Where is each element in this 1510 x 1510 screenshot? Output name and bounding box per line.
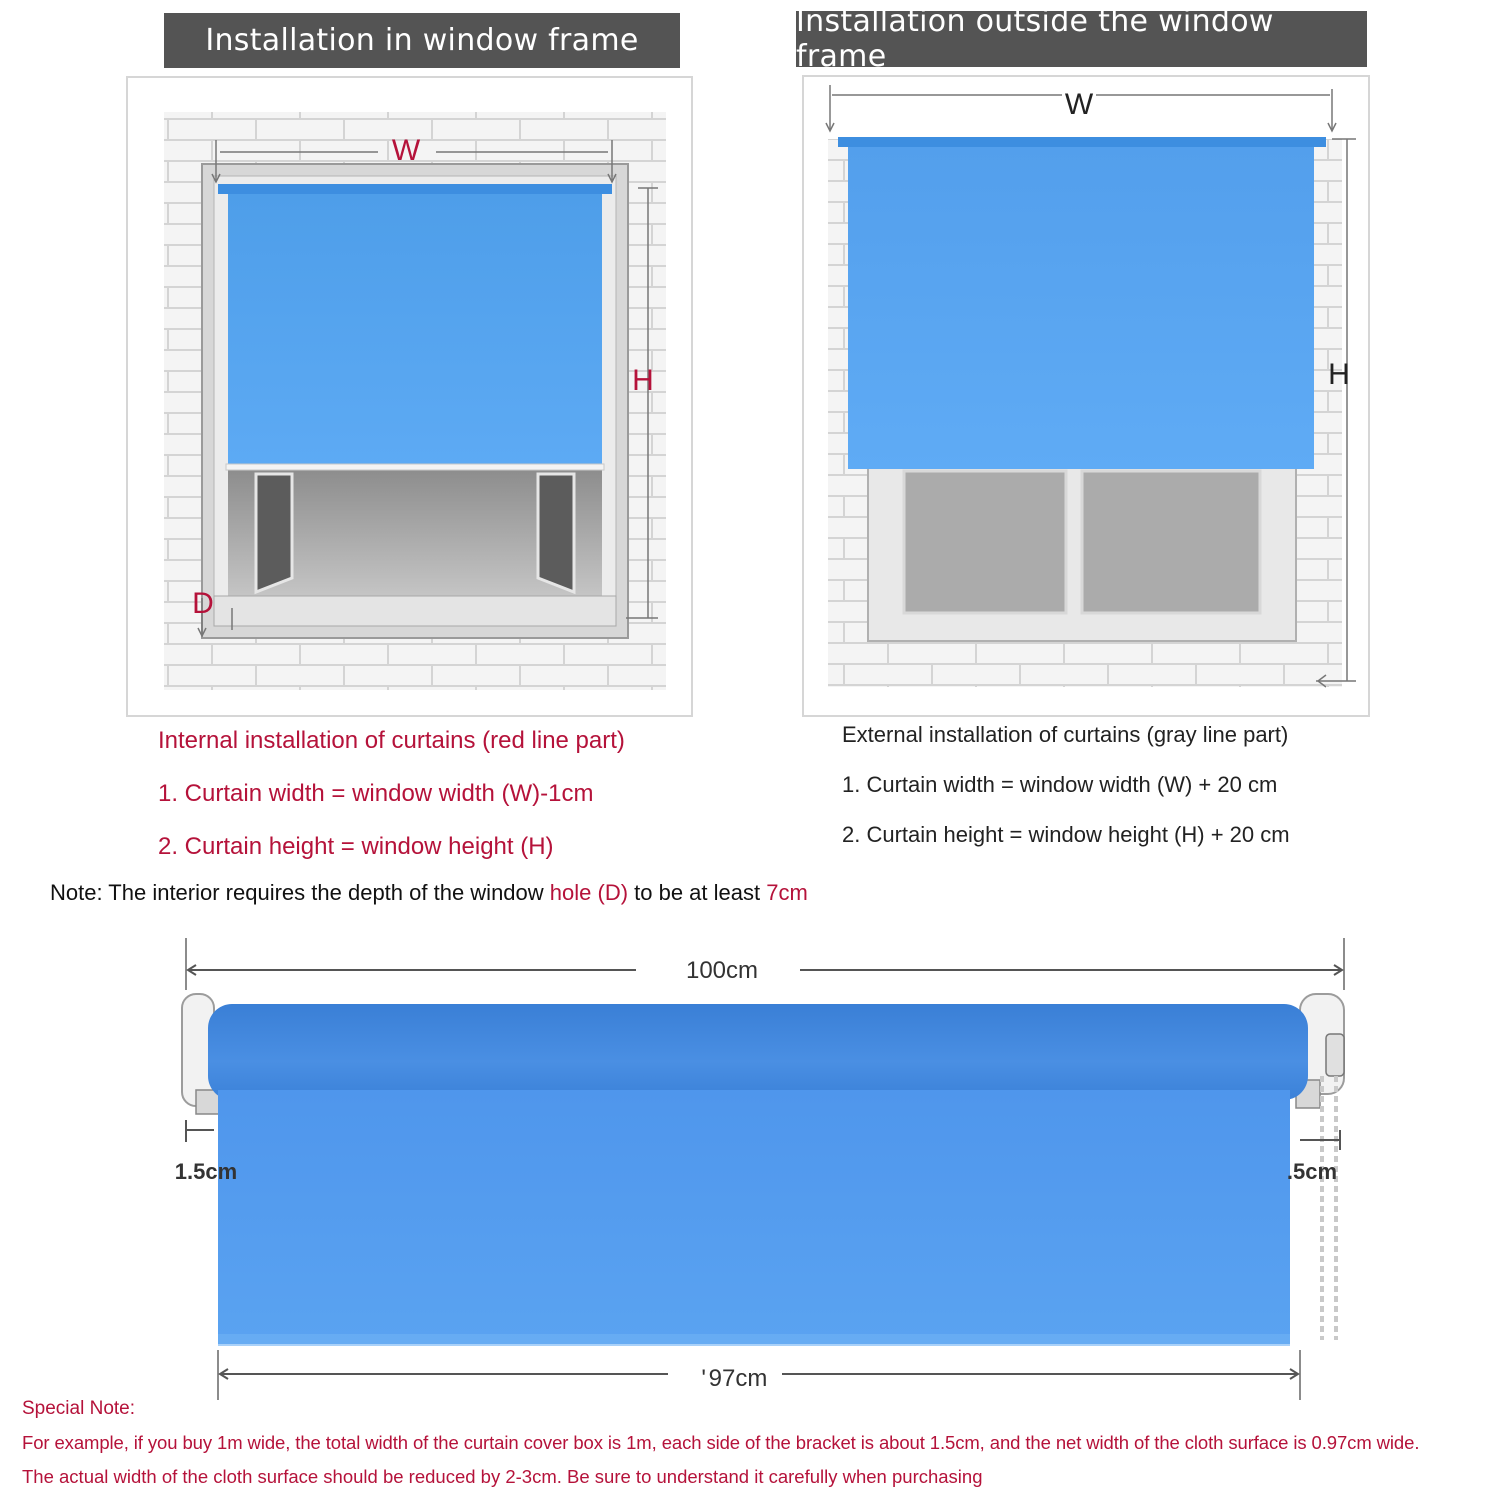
right-illustration-panel (802, 75, 1370, 717)
special-note-line2: The actual width of the cloth surface should be reduced by 2-3cm. Be sure to understand it carefully when purchasing (22, 1466, 983, 1487)
special-note-line1: For example, if you buy 1m wide, the total width of the curtain cover box is 1m, each side of the bracket is about 1.5cm, and the net width of the cloth surface is 0.97cm wide. (22, 1432, 1420, 1453)
left-pane (904, 471, 1066, 613)
depth-label: D (192, 587, 214, 620)
head-rail (838, 137, 1326, 147)
cloth-surface (218, 1090, 1290, 1344)
roller-tube (208, 1004, 1308, 1100)
outside-frame-illustration (804, 77, 1368, 715)
blind-fabric (848, 147, 1314, 469)
left-illustration-panel (126, 76, 693, 717)
left-bracket-label: 1.5cm (174, 1159, 238, 1184)
total-width-label: 100cm (685, 957, 759, 984)
external-caption-width: 1. Curtain width = window width (W) + 20 cm (842, 772, 1278, 797)
special-note-title: Special Note: (22, 1398, 136, 1419)
left-casement (256, 474, 292, 592)
cloth-width-label: 97cm (708, 1365, 768, 1392)
head-rail (218, 184, 612, 194)
right-bracket-label: .5cm (1286, 1159, 1338, 1184)
depth-note-hole: hole (D) (549, 880, 629, 905)
height-label: H (632, 364, 654, 397)
right-banner (796, 4, 1367, 74)
width-label: W (1064, 88, 1094, 121)
external-caption-title: External installation of curtains (gray line part) (842, 722, 1289, 747)
depth-note-prefix: Note: The interior requires the depth of the window (50, 880, 550, 905)
pull-chain (1322, 1076, 1336, 1340)
right-casement (538, 474, 574, 592)
depth-note-min: 7cm (766, 880, 808, 905)
internal-caption-height: 2. Curtain height = window height (H) (158, 833, 554, 860)
window-sill (214, 596, 616, 626)
depth-note-middle: to be at least (628, 880, 767, 905)
cloth-width-prefix: ' (701, 1365, 706, 1392)
height-label: H (1328, 358, 1350, 391)
bottom-bar (226, 464, 604, 470)
left-banner (164, 13, 680, 68)
internal-caption-width: 1. Curtain width = window width (W)-1cm (158, 780, 594, 807)
depth-note (50, 880, 808, 906)
left-banner-title: Installation in window frame (205, 23, 639, 58)
inside-frame-illustration (128, 78, 691, 715)
blind-fabric (228, 194, 602, 466)
internal-caption-title: Internal installation of curtains (red line part) (158, 727, 625, 754)
width-label: W (391, 134, 421, 167)
external-caption-height: 2. Curtain height = window height (H) + 20 cm (842, 822, 1290, 847)
chain-mechanism (1326, 1034, 1344, 1076)
right-pane (1082, 471, 1260, 613)
right-banner-title: Installation outside the window frame (796, 4, 1274, 74)
roller-dimension-diagram (0, 930, 1510, 1410)
